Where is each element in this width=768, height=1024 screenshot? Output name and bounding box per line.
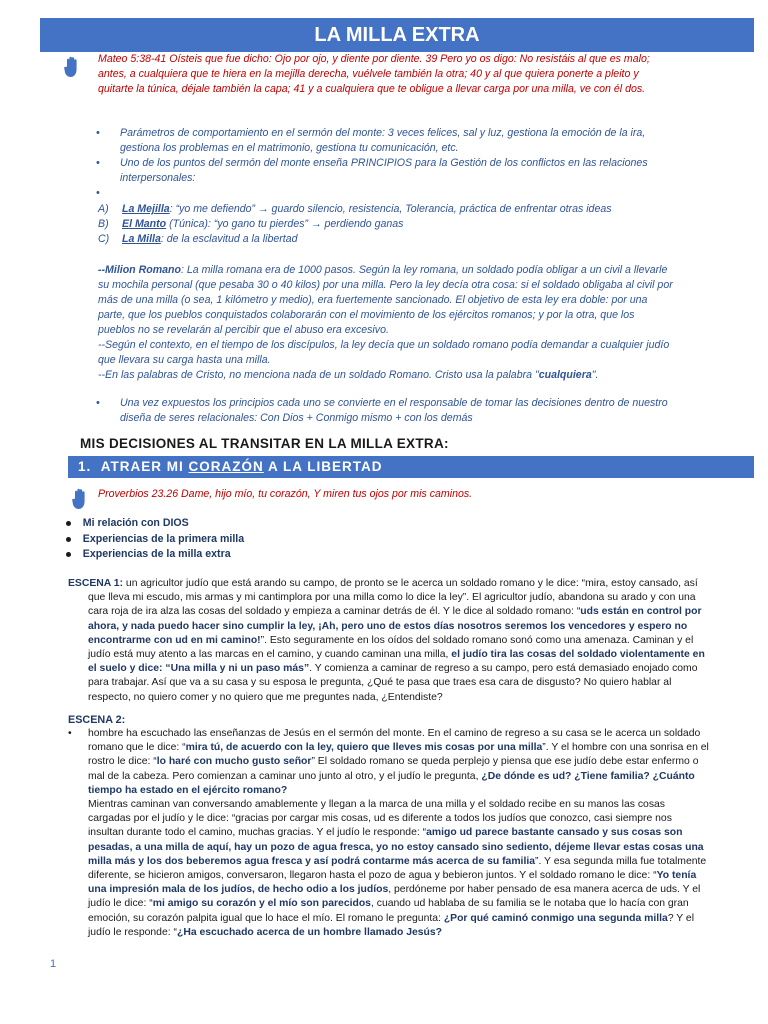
bullet-icon: • (96, 397, 100, 409)
page-title: LA MILLA EXTRA (40, 18, 754, 52)
abc-list (98, 202, 678, 247)
cristo-paragraph: --En las palabras de Cristo, no menciona nada de un soldado Romano. Cristo usa la palabra "cualquiera". (98, 369, 599, 381)
escena-2-label: ESCENA 2: (68, 714, 126, 726)
list-item: Experiencias de la primera milla (66, 532, 244, 548)
escena-label: ESCENA 1: (68, 578, 124, 589)
list-label: B) (98, 218, 109, 230)
milion-key: --Milion Romano (98, 264, 181, 276)
decisions-heading: MIS DECISIONES AL TRANSITAR EN LA MILLA EXTRA: (80, 436, 449, 451)
final-bullet (96, 396, 676, 426)
list-label: A) (98, 203, 109, 215)
bullet-icon: • (96, 127, 100, 139)
bullet-icon: • (96, 187, 100, 199)
bullet-icon (66, 537, 71, 542)
mateo-quote: Mateo 5:38-41 Oísteis que fue dicho: Ojo por ojo, y diente por diente. 39 Pero yo os digo: No resistáis al que es malo; antes, a cualquiera que te hiera en la mejilla derecha, vuélvele también la otra; 40 y al que quiera ponerte a pleito y quitarte la túnica, déjale también la capa; 41 y a cualquiera que te obligue a llevar carga por una milla, ve con él dos. (98, 53, 650, 96)
list-text: : de la esclavitud a la libertad (160, 233, 298, 245)
proverbios-quote: Proverbios 23.26 Dame, hijo mío, tu corazón, Y miren tus ojos por mis caminos. (98, 488, 473, 500)
principles-list (96, 126, 676, 201)
raised-hand-icon (64, 56, 80, 78)
escena-2: • hombre ha escuchado las enseñanzas de Jesús en el sermón del monte. En el camino de regreso a su casa se le acerca un soldado romano que le dice: “mira tú, de acuerdo con la ley, quiero que lleves mis cosas por una milla”. Y el hombre con una sonrisa en el rostro le dice: “lo haré con mucho gusto señor” El soldado romano se queda perplejo y piensa que ese judío debe estar enfermo o mal de la cabeza. Pero comienzan a caminar uno junto al otro, y el judío le pregunta, ¿De dónde es ud? ¿Tiene familia? ¿Cuánto tiempo ha estado en el ejército romano? Mientras caminan van conversando amablemente y llegan a la marca de una milla y el soldado recibe en su manos las cosas cargadas por el judío y le dice: “gracias por cargar mis cosas, ud es diferente a todos los judíos que conozco, casi siempre nos insultan durante todo el camino, muchas gracias. Y el judío le responde: “amigo ud parece bastante cansado y sus cosas son pesadas, a una milla de aquí, hay un pozo de agua fresca, yo no estoy cansado sino sediento, déjeme llevar estas cosas una milla más y los dos beberemos agua fresca y así podrá contarme más acerca de su familia”. Y esa segunda milla fue totalmente diferente, se hicieron amigos, conversaron, llegaron hasta el pozo de agua y bebieron juntos. Y el soldado romano le dice: “Yo tenía una impresión mala de los judíos, de hecho odio a los judíos, perdóneme por haber pensado de esa manera acerca de uds. Y el judío le dice: “mi amigo su corazón y el mío son parecidos, cuando ud hablaba de su familia se le notaba que lo hacía con gran emoción, su corazón palpita igual que lo hace el mío. El romano le pregunta: ¿Por qué caminó conmigo una segunda milla? Y el judío le responde: “¿Ha escuchado acerca de un hombre llamado Jesús? (68, 728, 709, 938)
list-item-a (98, 202, 678, 217)
bullet-icon: • (96, 157, 100, 169)
list-text: : “yo me defiendo” → guardo silencio, resistencia, Tolerancia, práctica de enfrentar otras ideas (169, 203, 612, 215)
bullet-icon: • (68, 728, 72, 739)
list-item: • Uno de los puntos del sermón del monte enseña PRINCIPIOS para la Gestión de los conflictos en las relaciones interpersonales: (96, 157, 648, 184)
bullet-icon (66, 521, 71, 526)
list-key: La Mejilla (122, 203, 170, 215)
list-item: Mi relación con DIOS (66, 516, 244, 532)
list-label: C) (98, 233, 110, 245)
list-text: (Túnica): “yo gano tu pierdes” → perdiendo ganas (166, 218, 404, 230)
list-item-c (98, 232, 678, 247)
list-item: Experiencias de la milla extra (66, 547, 244, 563)
milion-romano-text (98, 263, 674, 383)
raised-hand-icon (72, 488, 88, 510)
page-number: 1 (50, 958, 57, 970)
list-key: La Milla (122, 233, 161, 245)
escena-1: ESCENA 1: un agricultor judío que está arando su campo, de pronto se le acerca un soldado romano y le dice: “mira, estoy cansado, así que lleva mi escudo, mis armas y mi cantimplora por una milla como lo dice la ley”. El agricultor judío, abandona su arado y con una cara roja de ira alza las cosas del soldado y empieza a caminar detrás de él. Y le dice al soldado romano: “uds están en control por ahora, y nada puedo hacer sino cumplir la ley, ¡Ah, pero uno de estos días nosotros seremos los vencedores y espero no encontrarme con ud en mi camino!”. Esto seguramente en los oídos del soldado romano sonó como una amenaza. Caminan y el judío está muy atento a las marcas en el camino, y cuando caminan una milla, el judío tira las cosas del soldado violentamente en el suelo y dice: “Una milla y ni un paso más”. Y comienza a caminar de regreso a su campo, pero está demasiado enojado como para trabajar. Así que va a su casa y su esposa le pregunta, ¿Qué te pasa que traes esa cara de disgusto? No quiero hablar al respecto, no quiero comer y no quiero que me preguntes nada, ¿Entendiste? (68, 578, 705, 703)
section-heading: 1. ATRAER MI CORAZÓN A LA LIBERTAD (68, 456, 754, 478)
milion-paragraph (98, 263, 674, 338)
bullet-icon (66, 552, 71, 557)
list-item: • Parámetros de comportamiento en el sermón del monte: 3 veces felices, sal y luz, gestiona la emoción de la ira, gestiona los problemas en el matrimonio, gestiona tu comunicación, etc. (96, 127, 646, 154)
list-item: • Una vez expuestos los principios cada uno se convierte en el responsable de tomar las decisiones dentro de nuestro diseña de seres relacionales: Con Dios + Conmigo mismo + con los demás (96, 397, 668, 424)
list-item-b (98, 217, 678, 232)
list-key: El Manto (122, 218, 167, 230)
topics-list (66, 516, 244, 563)
list-item (96, 186, 676, 201)
contexto-paragraph: --Según el contexto, en el tiempo de los discípulos, la ley decía que un soldado romano podía demandar a cualquier judío que llevara su carga hasta una milla. (98, 339, 670, 366)
milion-body: : La milla romana era de 1000 pasos. Según la ley romana, un soldado podía obligar a un civil a llevarle su mochila personal (que pesaba 30 o 40 kilos) por una milla. Pero la ley decía otra cosa: si el soldado obligaba al civil por más de una milla (o sea, 1 kilómetro y medio), era fuertemente sancionado. El objetivo de esta ley era doble: por una parte, que los pueblos conquistados colaborarán con el movimiento de los ejércitos romanos; y por la otra, que los pueblos no se revelarán al percibir que el abuso era excesivo. (98, 264, 673, 336)
